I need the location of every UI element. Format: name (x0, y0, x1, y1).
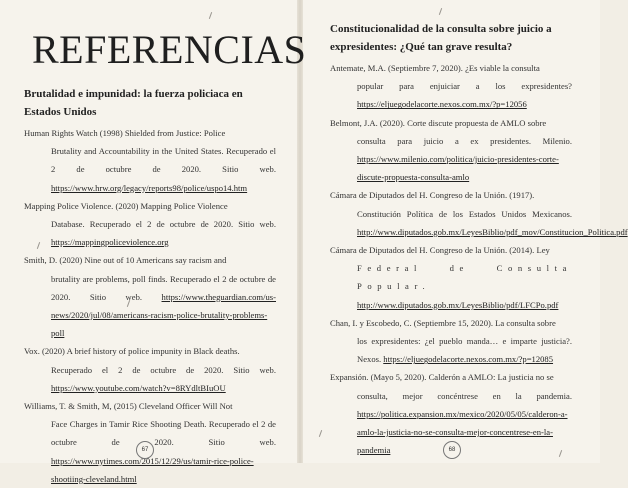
reference-first-line: Cámara de Diputados del H. Congreso de la Unión. (1917). (330, 190, 535, 201)
reference-item (24, 251, 276, 342)
reference-link[interactable]: https://www.milenio.com/politica/juicio-presidentes-corte-discute-propuesta-consulta-amlo (357, 154, 559, 183)
reference-first-line: Chan, I. y Escobedo, C. (Septiembre 15, 2020). La consulta sobre (330, 317, 556, 328)
reference-link[interactable]: http://www.diputados.gob.mx/LeyesBiblio/pdf_mov/Constitucion_Politica.pdf (357, 226, 628, 237)
reference-body: consulta, mejor concéntrese en la pandemia. (357, 390, 572, 401)
reference-link[interactable]: https://mappingpoliceviolence.org (51, 237, 169, 248)
reference-item (330, 59, 572, 114)
reference-body: brutality are problems, poll finds. Recuperado el 2 de octubre de 2020. Sitio web. (51, 273, 276, 302)
reference-first-line: Human Rights Watch (1998) Shielded from Justice: Police (24, 128, 226, 138)
reference-body: Recuperado el 2 de octubre de 2020. Sitio web. (51, 364, 276, 375)
reference-body: los expresidentes: ¿el pueblo manda… e imparte justicia?. Nexos. (357, 336, 572, 365)
reference-link[interactable]: https://www.hrw.org/legacy/reports98/police/uspo14.htm (51, 182, 248, 193)
page-title: REFERENCIAS (32, 27, 307, 72)
right-references (330, 20, 628, 459)
section-title: Constitucionalidad de la consulta sobre juicio a expresidentes: ¿Qué tan grave resulta? (330, 23, 552, 53)
reference-body: Federal de Consulta Popular. (357, 263, 572, 292)
reference-link[interactable]: https://politica.expansion.mx/mexico/2020/05/05/calderon-a-amlo-la-justicia-no-se-consulta-mejor-concentrese-en-la-pandemia (357, 408, 568, 456)
reference-first-line: Smith, D. (2020) Nine out of 10 Americans say racism and (24, 255, 227, 266)
reference-item (24, 124, 276, 197)
reference-link[interactable]: https://www.youtube.com/watch?v=8RYdltBIuOU (51, 382, 226, 393)
reference-first-line: Williams, T. & Smith, M, (2015) Cleveland Officer Will Not (24, 401, 233, 412)
reference-link[interactable]: https://eljuegodelacorte.nexos.com.mx/?p=12085 (383, 354, 554, 365)
reference-body: consulta para juicio a ex presidentes. Milenio. (357, 135, 572, 146)
reference-item (24, 342, 276, 397)
reference-first-line: Cámara de Diputados del H. Congreso de la Unión. (2014). Ley (330, 245, 550, 256)
reference-item (330, 314, 572, 369)
reference-link[interactable]: https://www.nytimes.com/2015/12/29/us/tamir-rice-police-shootiing-cleveland.html (51, 455, 254, 484)
reference-first-line: Mapping Police Violence. (2020) Mapping Police Violence (24, 200, 228, 211)
page-number-right: 68 (443, 441, 461, 459)
reference-link[interactable]: http://www.diputados.gob.mx/LeyesBiblio/pdf/LFCPo.pdf (357, 299, 559, 310)
reference-body: Brutality and Accountability in the United States. Recuperado el 2 de octubre de 2020. Sitio web. (51, 146, 276, 175)
reference-item (24, 197, 276, 252)
reference-first-line: Belmont, J.A. (2020). Corte discute propuesta de AMLO sobre (330, 117, 547, 128)
reference-link[interactable]: https://eljuegodelacorte.nexos.com.mx/?p=12056 (357, 99, 527, 110)
reference-item (330, 114, 572, 187)
reference-first-line: Expansión. (Mayo 5, 2020). Calderón a AMLO: La justicia no se (330, 372, 554, 383)
left-references (24, 85, 276, 488)
reference-first-line: Antemate, M.A. (Septiembre 7, 2020). ¿Es viable la consulta (330, 63, 540, 73)
reference-item (330, 186, 628, 241)
section-title: Brutalidad e impunidad: la fuerza policiaca en Estados Unidos (24, 88, 243, 118)
reference-link[interactable]: https://www.theguardian.com/us-news/2020/jul/08/americans-racism-police-brutality-problems-poll (51, 291, 276, 339)
reference-item (330, 241, 572, 314)
reference-first-line: Vox. (2020) A brief history of police impunity in Black deaths. (24, 346, 240, 357)
reference-body: Face Charges in Tamir Rice Shooting Death. Recuperado el 2 de octubre de 2020. Sitio web. (51, 419, 276, 448)
reference-body: Constitución Política de los Estados Unidos Mexicanos. (357, 208, 572, 219)
page-number-left: 67 (136, 441, 154, 459)
reference-body: Database. Recuperado el 2 de octubre de 2020. Sitio web. (51, 219, 276, 230)
reference-body: popular para enjuiciar a los expresidentes? (357, 81, 572, 92)
